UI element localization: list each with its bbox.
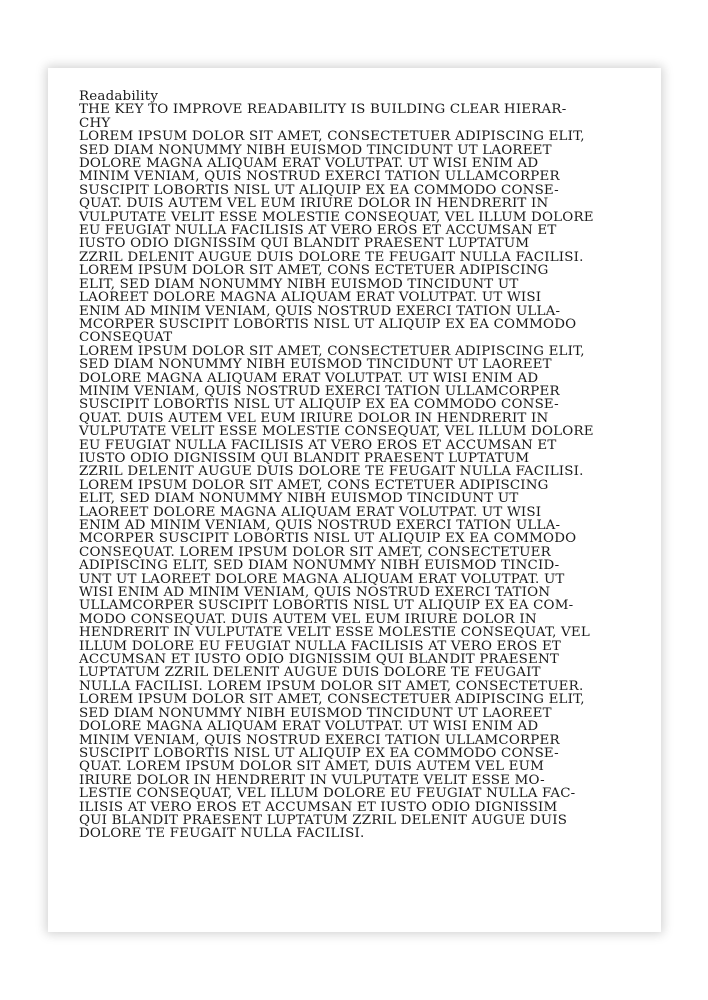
body-text-line: DOLORE MAGNA ALIQUAM ERAT VOLUTPAT. UT WISI ENIM AD [79,156,539,172]
body-text-line: ILISIS AT VERO EROS ET ACCUMSAN ET IUSTO ODIO DIGNISSIM [79,799,558,815]
body-text-line: SUSCIPIT LOBORTIS NISL UT ALIQUIP EX EA COMMODO CONSE- [79,182,559,198]
body-text-line: ENIM AD MINIM VENIAM, QUIS NOSTRUD EXERCI TATION ULLA- [79,518,561,533]
body-text-line: QUAT. LOREM IPSUM DOLOR SIT AMET, DUIS AUTEM VEL EUM [79,759,545,775]
body-text-line: MINIM VENIAM, QUIS NOSTRUD EXERCI TATION ULLAMCORPER [79,383,560,399]
body-text-line: LOREM IPSUM DOLOR SIT AMET, CONSECTETUER ADIPISCING ELIT, [79,343,585,359]
body-text-line: MCORPER SUSCIPIT LOBORTIS NISL UT ALIQUIP EX EA COMMODO [79,316,577,332]
body-text-line: LOREM IPSUM DOLOR SIT AMET, CONS ECTETUER ADIPISCING [79,477,549,493]
body-text-line: WISI ENIM AD MINIM VENIAM, QUIS NOSTRUD EXERCI TATION [79,585,551,601]
body-text-line: SED DIAM NONUMMY NIBH EUISMOD TINCIDUNT UT LAOREET [79,357,552,373]
body-text-line: SED DIAM NONUMMY NIBH EUISMOD TINCIDUNT UT LAOREET [79,705,552,721]
body-text-line: QUAT. DUIS AUTEM VEL EUM IRIURE DOLOR IN HENDRERIT IN [79,410,549,426]
body-text-line: MINIM VENIAM, QUIS NOSTRUD EXERCI TATION ULLAMCORPER [79,169,560,185]
document-text [79,90,639,841]
body-text-line: ULLAMCORPER SUSCIPIT LOBORTIS NISL UT ALIQUIP EX EA COM- [79,598,574,614]
body-text-line: IRIURE DOLOR IN HENDRERIT IN VULPUTATE VELIT ESSE MO- [79,772,545,788]
body-text-line: HENDRERIT IN VULPUTATE VELIT ESSE MOLESTIE CONSEQUAT, VEL [79,625,590,641]
body-text-line: UNT UT LAOREET DOLORE MAGNA ALIQUAM ERAT VOLUTPAT. UT [79,571,565,587]
body-text-line: DOLORE TE FEUGAIT NULLA FACILISI. [79,826,365,842]
body-text-line: SUSCIPIT LOBORTIS NISL UT ALIQUIP EX EA COMMODO CONSE- [79,745,559,761]
body-text-line: ACCUMSAN ET IUSTO ODIO DIGNISSIM QUI BLANDIT PRAESENT [79,652,560,668]
body-text-line: LOREM IPSUM DOLOR SIT AMET, CONSECTETUER ADIPISCING ELIT, [79,129,585,145]
body-text-line: ELIT, SED DIAM NONUMMY NIBH EUISMOD TINCIDUNT UT [79,276,519,292]
body-text-line: MINIM VENIAM, QUIS NOSTRUD EXERCI TATION ULLAMCORPER [79,732,560,748]
body-text-line: MODO CONSEQUAT. DUIS AUTEM VEL EUM IRIURE DOLOR IN [79,611,537,627]
body-text-line: IUSTO ODIO DIGNISSIM QUI BLANDIT PRAESENT LUPTATUM [79,236,530,252]
body-text-line: CONSEQUAT [79,330,173,346]
document-page [48,68,661,932]
body-text-line: QUAT. DUIS AUTEM VEL EUM IRIURE DOLOR IN HENDRERIT IN [79,196,549,212]
body-text-line: SUSCIPIT LOBORTIS NISL UT ALIQUIP EX EA COMMODO CONSE- [79,397,559,413]
document-subheading-line: CHY [79,115,111,131]
document-subheading-line: THE KEY TO IMPROVE READABILITY IS BUILDING CLEAR HIERAR- [79,102,567,118]
body-text-line: LOREM IPSUM DOLOR SIT AMET, CONSECTETUER ADIPISCING ELIT, [79,692,585,708]
body-text-line: QUI BLANDIT PRAESENT LUPTATUM ZZRIL DELENIT AUGUE DUIS [79,812,568,828]
body-text-line: LAOREET DOLORE MAGNA ALIQUAM ERAT VOLUTPAT. UT WISI [79,290,542,306]
body-text-line: DOLORE MAGNA ALIQUAM ERAT VOLUTPAT. UT WISI ENIM AD [79,370,539,386]
document-heading: Readability [79,89,159,104]
document-body [79,130,639,841]
body-text-line: ZZRIL DELENIT AUGUE DUIS DOLORE TE FEUGAIT NULLA FACILISI. [79,464,584,480]
body-text-line: ELIT, SED DIAM NONUMMY NIBH EUISMOD TINCIDUNT UT [79,491,519,507]
body-text-line: ZZRIL DELENIT AUGUE DUIS DOLORE TE FEUGAIT NULLA FACILISI. [79,249,584,265]
body-text-line: VULPUTATE VELIT ESSE MOLESTIE CONSEQUAT, VEL ILLUM DOLORE [79,209,594,225]
body-text-line: VULPUTATE VELIT ESSE MOLESTIE CONSEQUAT, VEL ILLUM DOLORE [79,424,594,440]
body-text-line: MCORPER SUSCIPIT LOBORTIS NISL UT ALIQUIP EX EA COMMODO [79,531,577,547]
body-text-line: EU FEUGIAT NULLA FACILISIS AT VERO EROS ET ACCUMSAN ET [79,223,557,239]
body-text-line: ENIM AD MINIM VENIAM, QUIS NOSTRUD EXERCI TATION ULLA- [79,303,561,319]
body-text-line: LOREM IPSUM DOLOR SIT AMET, CONS ECTETUER ADIPISCING [79,263,549,279]
body-text-line: NULLA FACILISI. LOREM IPSUM DOLOR SIT AMET, CONSECTETUER. [79,678,584,694]
body-text-line: DOLORE MAGNA ALIQUAM ERAT VOLUTPAT. UT WISI ENIM AD [79,719,539,735]
body-text-line: ILLUM DOLORE EU FEUGIAT NULLA FACILISIS AT VERO EROS ET [79,638,562,654]
body-text-line: IUSTO ODIO DIGNISSIM QUI BLANDIT PRAESENT LUPTATUM [79,450,530,466]
body-text-line: LESTIE CONSEQUAT, VEL ILLUM DOLORE EU FEUGIAT NULLA FAC- [79,786,576,802]
body-text-line: CONSEQUAT. LOREM IPSUM DOLOR SIT AMET, CONSECTETUER [79,544,551,560]
body-text-line: LUPTATUM ZZRIL DELENIT AUGUE DUIS DOLORE TE FEUGAIT [79,665,541,681]
body-text-line: EU FEUGIAT NULLA FACILISIS AT VERO EROS ET ACCUMSAN ET [79,437,557,453]
body-text-line: ADIPISCING ELIT, SED DIAM NONUMMY NIBH EUISMOD TINCID- [79,558,560,574]
body-text-line: LAOREET DOLORE MAGNA ALIQUAM ERAT VOLUTPAT. UT WISI [79,504,542,520]
body-text-line: SED DIAM NONUMMY NIBH EUISMOD TINCIDUNT UT LAOREET [79,142,552,158]
